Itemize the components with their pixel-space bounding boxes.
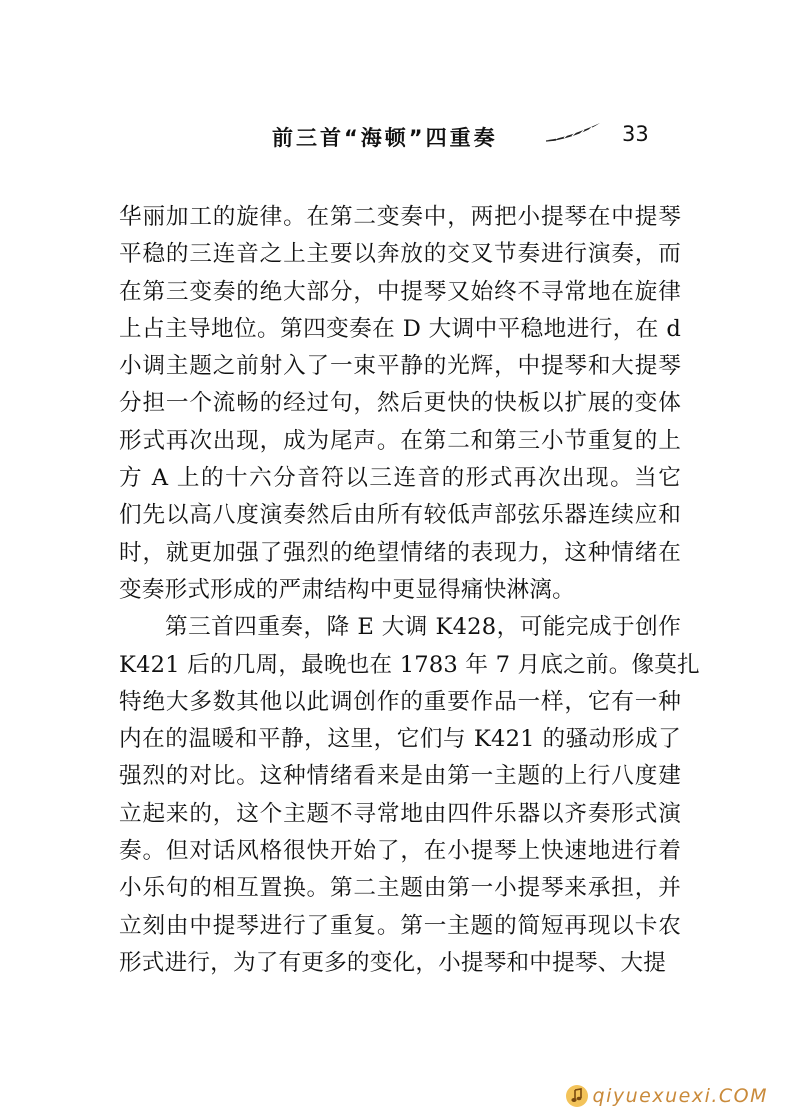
text-line: 立刻由中提琴进行了重复。第一主题的简短再现以卡农 bbox=[119, 912, 681, 939]
text-line: 在第三变奏的绝大部分，中提琴又始终不寻常地在旋律 bbox=[119, 278, 681, 305]
text-line: 形式进行，为了有更多的变化，小提琴和中提琴、大提 bbox=[119, 949, 667, 976]
text-line: 第三首四重奏，降 E 大调 K428，可能完成于创作 bbox=[165, 614, 681, 641]
text-line: K421 后的几周，最晚也在 1783 年 7 月底之前。像莫扎 bbox=[119, 651, 700, 678]
text-line: 方 A 上的十六分音符以三连音的形式再次出现。当它 bbox=[119, 465, 681, 492]
text-line: 平稳的三连音之上主要以奔放的交叉节奏进行演奏，而 bbox=[119, 241, 681, 268]
text-line: 小调主题之前射入了一束平静的光辉，中提琴和大提琴 bbox=[119, 353, 681, 380]
body-text bbox=[119, 199, 700, 982]
music-note-icon bbox=[565, 1084, 589, 1108]
text-line: 奏。但对话风格很快开始了，在小提琴上快速地进行着 bbox=[119, 838, 681, 865]
text-line: 分担一个流畅的经过句，然后更快的快板以扩展的变体 bbox=[119, 390, 681, 417]
paragraph bbox=[119, 199, 681, 609]
page-number: 33 bbox=[622, 122, 649, 146]
quill-ornament-icon bbox=[546, 120, 602, 144]
text-line: 变奏形式形成的严肃结构中更显得痛快淋漓。 bbox=[119, 576, 575, 603]
text-line: 华丽加工的旋律。在第二变奏中，两把小提琴在中提琴 bbox=[119, 204, 681, 230]
text-line: 立起来的，这个主题不寻常地由四件乐器以齐奏形式演 bbox=[119, 800, 681, 827]
site-watermark bbox=[565, 1084, 768, 1108]
paragraph bbox=[119, 609, 700, 982]
text-line: 特绝大多数其他以此调创作的重要作品一样，它有一种 bbox=[119, 688, 681, 715]
running-header bbox=[0, 118, 794, 158]
text-line: 小乐句的相互置换。第二主题由第一小提琴来承担，并 bbox=[119, 875, 681, 902]
watermark-text: qiyuexuexi.COM bbox=[592, 1085, 768, 1107]
text-line: 们先以高八度演奏然后由所有较低声部弦乐器连续应和 bbox=[119, 502, 681, 529]
text-line: 时，就更加强了强烈的绝望情绪的表现力，这种情绪在 bbox=[119, 539, 681, 566]
chapter-title: 前三首“海顿”四重奏 bbox=[272, 126, 498, 150]
text-line: 上占主导地位。第四变奏在 D 大调中平稳地进行，在 d bbox=[119, 315, 681, 342]
text-line: 内在的温暖和平静，这里，它们与 K421 的骚动形成了 bbox=[119, 726, 681, 753]
text-line: 形式再次出现，成为尾声。在第二和第三小节重复的上 bbox=[119, 427, 681, 454]
text-line: 强烈的对比。这种情绪看来是由第一主题的上行八度建 bbox=[119, 763, 681, 790]
